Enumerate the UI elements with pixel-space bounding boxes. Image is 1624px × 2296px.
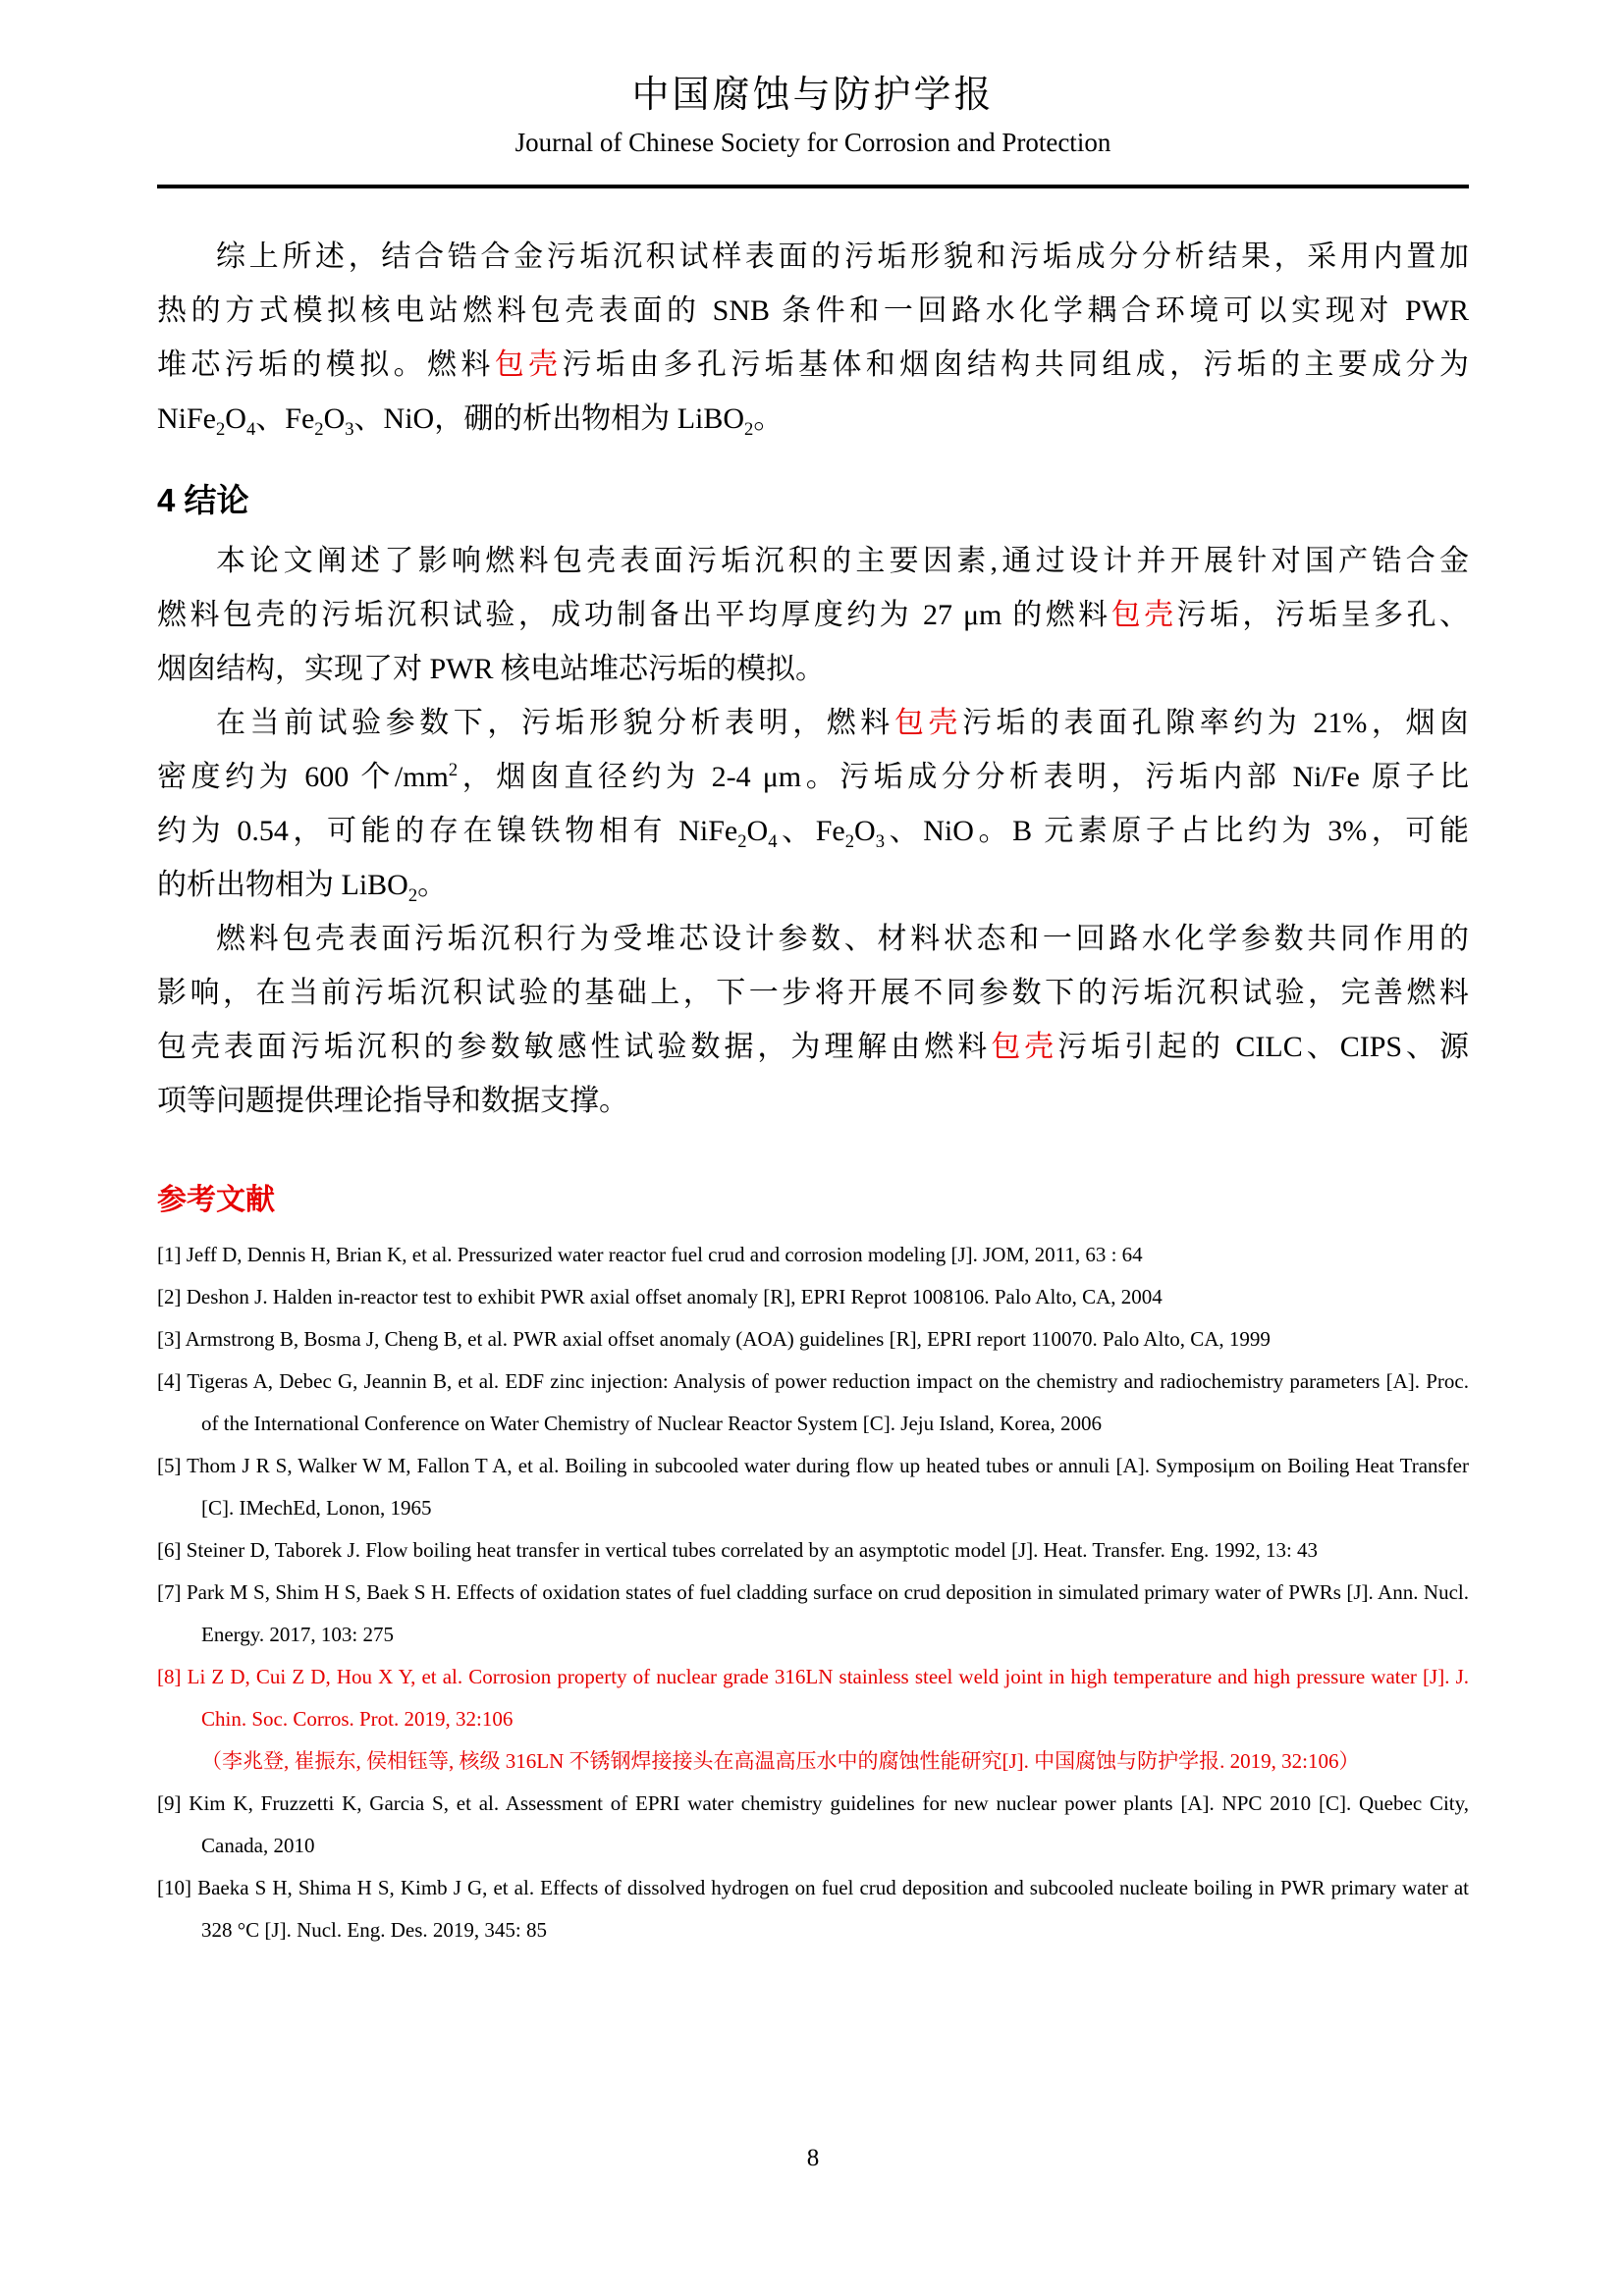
text-segment: 约为 0.54，可能的存在镍铁物相有 NiFe [157, 815, 738, 847]
text-segment: 。 [753, 402, 784, 435]
text-segment: 2 [744, 419, 754, 440]
text-line [157, 230, 1469, 284]
header-rule [157, 185, 1469, 188]
text-segment: 、NiO。B 元素原子占比约为 3%，可能 [885, 815, 1470, 847]
article-body [157, 230, 1469, 1951]
text-segment: 燃料包壳的污垢沉积试验，成功制备出平均厚度约为 27 μm 的燃料 [157, 599, 1111, 631]
paragraph [157, 534, 1469, 696]
reference-number: [8] [157, 1665, 182, 1688]
text-segment: 、Fe [255, 402, 315, 435]
text-segment: O [854, 815, 876, 847]
reference-item: [3] Armstrong B, Bosma J, Cheng B, et al. PWR axial offset anomaly (AOA) guidelines [R], EPRI report 110070. Palo Alto, CA, 1999 [157, 1327, 1271, 1351]
reference-item: [7] Park M S, Shim H S, Baek S H. Effects of oxidation states of fuel cladding surface on crud deposition in simulated primary water of PWRs [J]. Ann. Nucl. Energy. 2017, 103: 275 [157, 1580, 1469, 1646]
paragraph [157, 230, 1469, 446]
reference-number: [5] [157, 1454, 182, 1477]
reference-number: [6] [157, 1538, 182, 1562]
text-segment: 2 [737, 831, 747, 852]
highlighted-term: 包壳 [893, 707, 962, 739]
text-segment: O [323, 402, 346, 435]
text-segment: 、NiO，硼的析出物相为 LiBO [353, 402, 745, 435]
references-heading: 参考文献 [157, 1184, 275, 1216]
page-content [157, 0, 1470, 2171]
text-segment: O [225, 402, 246, 435]
highlighted-term: 包壳 [991, 1031, 1058, 1063]
text-line [157, 750, 1469, 804]
text-segment: 燃料包壳表面污垢沉积行为受堆芯设计参数、材料状态和一回路水化学参数共同作用的 [216, 923, 1469, 955]
text-segment: 项等问题提供理论指导和数据支撑。 [157, 1085, 628, 1117]
text-segment: O [746, 815, 769, 847]
text-segment: 2 [448, 760, 459, 780]
text-segment: 污垢，污垢呈多孔、 [1176, 599, 1470, 631]
text-line [157, 912, 1469, 966]
text-segment: 烟囱结构，实现了对 PWR 核电站堆芯污垢的模拟。 [157, 653, 826, 685]
reference-item: [4] Tigeras A, Debec G, Jeannin B, et al. EDF zinc injection: Analysis of power reduction impact on the chemistry and radiochemistry parameters [A]. Proc. of the International Conference on Water Chemistry of Nuclear Reactor System [C]. Jeju Island, Korea, 2006 [157, 1369, 1469, 1435]
reference-translation: （李兆登, 崔振东, 侯相钰等, 核级 316LN 不锈钢焊接接头在高温高压水中的腐蚀性能研究[J]. 中国腐蚀与防护学报. 2019, 32:106） [201, 1749, 1360, 1773]
reference-number: [9] [157, 1791, 182, 1815]
reference-number: [4] [157, 1369, 182, 1393]
highlighted-term: 包壳 [494, 348, 563, 381]
text-segment: 。 [417, 869, 448, 901]
highlighted-term: 包壳 [1110, 599, 1177, 631]
text-line [157, 642, 1469, 696]
text-segment: 堆芯污垢的模拟。燃料 [157, 348, 495, 381]
reference-number: [7] [157, 1580, 182, 1604]
text-line [157, 1020, 1469, 1074]
journal-title-zh: 中国腐蚀与防护学报 [631, 75, 995, 116]
text-segment: 3 [875, 831, 885, 852]
text-segment: 在当前试验参数下，污垢形貌分析表明，燃料 [216, 707, 894, 739]
journal-title-en: Journal of Chinese Society for Corrosion and Protection [514, 128, 1111, 157]
text-line [157, 696, 1469, 750]
text-segment: 2 [844, 831, 855, 852]
text-line [157, 392, 1469, 446]
text-segment: 污垢引起的 CILC、CIPS、源 [1057, 1031, 1469, 1063]
text-segment: 2 [314, 419, 324, 440]
reference-item: [2] Deshon J. Halden in-reactor test to exhibit PWR axial offset anomaly [R], EPRI Reprot 1008106. Palo Alto, CA, 2004 [157, 1285, 1163, 1308]
reference-number: [10] [157, 1876, 191, 1899]
text-segment: 污垢的表面孔隙率约为 21%，烟囱 [961, 707, 1470, 739]
text-line [157, 588, 1469, 642]
references-list [157, 1234, 1469, 1951]
journal-header [157, 0, 1469, 188]
text-segment: 污垢由多孔污垢基体和烟囱结构共同组成，污垢的主要成分为 [562, 348, 1470, 381]
text-segment: 包壳表面污垢沉积的参数敏感性试验数据，为理解由燃料 [157, 1031, 992, 1063]
text-segment: 3 [345, 419, 354, 440]
text-segment: ，烟囱直径约为 2-4 μm。污垢成分分析表明，污垢内部 Ni/Fe 原子比 [458, 761, 1469, 793]
text-segment: 本论文阐述了影响燃料包壳表面污垢沉积的主要因素,通过设计并开展针对国产锆合金 [216, 545, 1469, 577]
text-segment: 综上所述，结合锆合金污垢沉积试样表面的污垢形貌和污垢成分分析结果，采用内置加 [216, 240, 1469, 273]
text-segment: 热的方式模拟核电站燃料包壳表面的 SNB 条件和一回路水化学耦合环境可以实现对 PWR [157, 294, 1469, 327]
text-segment: 、Fe [777, 815, 845, 847]
page-number: 8 [806, 2145, 820, 2171]
reference-number: [3] [157, 1327, 182, 1351]
paragraph [157, 912, 1469, 1128]
text-line [157, 1074, 1469, 1128]
text-segment: 4 [768, 831, 778, 852]
reference-item: [5] Thom J R S, Walker W M, Fallon T A, et al. Boiling in subcooled water during flow up heated tubes or annuli [A]. Symposiμm on Boiling Heat Transfer [C]. IMechEd, Lonon, 1965 [157, 1454, 1469, 1520]
reference-number: [2] [157, 1285, 182, 1308]
text-line [157, 284, 1469, 338]
reference-item: [6] Steiner D, Taborek J. Flow boiling heat transfer in vertical tubes correlated by an asymptotic model [J]. Heat. Transfer. Eng. 1992, 13: 43 [157, 1538, 1319, 1562]
text-segment: 4 [245, 419, 256, 440]
conclusion-heading: 4 结论 [157, 482, 249, 518]
text-segment: 影响，在当前污垢沉积试验的基础上，下一步将开展不同参数下的污垢沉积试验，完善燃料 [157, 977, 1469, 1009]
text-line [157, 858, 1469, 912]
summary-paragraph [157, 230, 1469, 446]
text-segment: NiFe [157, 402, 216, 435]
text-line [157, 804, 1469, 858]
text-line [157, 966, 1469, 1020]
paragraph [157, 696, 1469, 912]
text-line [157, 338, 1469, 392]
text-segment: 2 [407, 885, 418, 906]
reference-number: [1] [157, 1243, 182, 1266]
text-line [157, 534, 1469, 588]
reference-item: [9] Kim K, Fruzzetti K, Garcia S, et al. Assessment of EPRI water chemistry guidelines for new nuclear power plants [A]. NPC 2010 [C]. Quebec City, Canada, 2010 [157, 1791, 1469, 1857]
text-segment: 2 [216, 419, 226, 440]
reference-item: [1] Jeff D, Dennis H, Brian K, et al. Pressurized water reactor fuel crud and corrosion modeling [J]. JOM, 2011, 63 : 64 [157, 1243, 1143, 1266]
conclusion-paragraphs [157, 534, 1469, 1128]
text-segment: 的析出物相为 LiBO [157, 869, 408, 901]
text-segment: 密度约为 600 个/mm [157, 761, 449, 793]
reference-item: [10] Baeka S H, Shima H S, Kimb J G, et al. Effects of dissolved hydrogen on fuel crud deposition and subcooled nucleate boiling in PWR primary water at 328 °C [J]. Nucl. Eng. Des. 2019, 345: 85 [157, 1876, 1469, 1942]
reference-item: [8] Li Z D, Cui Z D, Hou X Y, et al. Corrosion property of nuclear grade 316LN stainless steel weld joint in high temperature and high pressure water [J]. J. Chin. Soc. Corros. Prot. 2019, 32:106 （李兆登, 崔振东, 侯相钰等, 核级 316LN 不锈钢焊接接头在高温高压水中的腐蚀性能研究[J]. 中国腐蚀与防护学报. 2019, 32:106） [157, 1656, 1469, 1783]
